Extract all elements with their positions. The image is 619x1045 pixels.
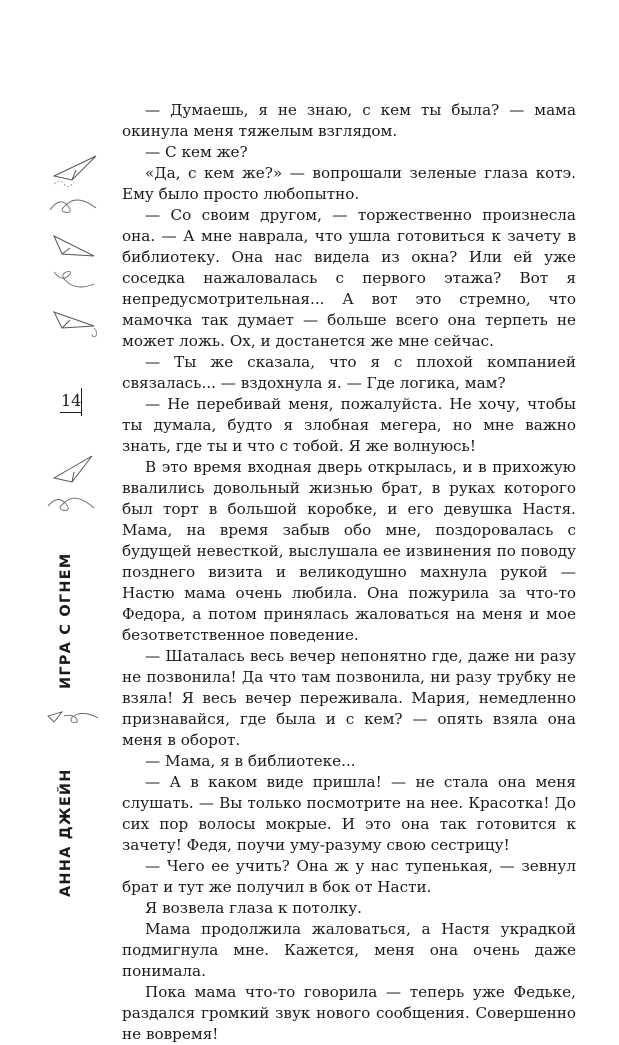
running-head-author: АННА ДЖЕЙН (58, 768, 74, 898)
loop-trail-icon (48, 190, 98, 220)
paragraph: — Ты же сказала, что я с плохой компанией связалась... — вздохнула я. — Где логика, мам? (122, 353, 576, 392)
running-head-title: ИГРА С ОГНЕМ (58, 552, 74, 690)
page-number-divider (81, 388, 82, 416)
loop-trail-icon (46, 488, 98, 518)
loop-trail-icon (46, 700, 102, 730)
paper-plane-icon (48, 228, 98, 268)
paragraph: — Думаешь, я не знаю, с кем ты была? — мама окинула меня тяжелым взглядом. (122, 101, 576, 140)
paragraph: — Со своим другом, — торжественно произнесла она. — А мне наврала, что ушла готовиться к зачету в библиотеку. Она нас видела из окна? Или ей уже соседка нажаловалась с первого этажа? Вот я непредусмотрительная... А вот это стремно, что мамочка так думает — больше всего она терпеть не может ложь. Ох, и достанется же мне сейчас. (122, 206, 576, 350)
paragraph: В это время входная дверь открылась, и в прихожую ввалились довольный жизнью брат, в руках которого был торт в большой коробке, и его девушка Настя. Мама, на время забыв обо мне, поздоровалась с будущей невесткой, выслушала ее извинения по поводу позднего визита и великодушно махнула рукой — Настю мама очень любила. Она пожурила за что-то Федора, а потом принялась жаловаться на меня и мое безответственное поведение. (122, 458, 576, 644)
paragraph: — Чего ее учить? Она ж у нас тупенькая, — зевнул брат и тут же получил в бок от Насти. (122, 857, 576, 896)
paragraph: — Мама, я в библиотеке... (145, 752, 356, 770)
paper-plane-icon (48, 450, 98, 486)
paragraph: Мама продолжила жаловаться, а Настя украдкой подмигнула мне. Кажется, меня она очень даже понимала. (122, 920, 576, 980)
loop-trail-icon (50, 266, 100, 296)
margin-decoration-column (0, 0, 112, 1000)
paragraph: Пока мама что-то говорила — теперь уже Федьке, раздался громкий звук нового сообщения. Совершенно не вовремя! (122, 983, 576, 1043)
paragraph: — С кем же? (145, 143, 248, 161)
paper-plane-icon (50, 150, 100, 190)
paper-plane-icon (50, 304, 102, 340)
body-text (122, 100, 576, 1045)
paragraph: — Шаталась весь вечер непонятно где, даже ни разу не позвонила! Да что там позвонила, ни разу трубку не взяла! Я весь вечер переживала. Мария, немедленно признавайся, где была и с кем? — опять взяла она меня в оборот. (122, 647, 576, 749)
paragraph: — Не перебивай меня, пожалуйста. Не хочу, чтобы ты думала, будто я злобная мегера, но мне важно знать, где ты и что с тобой. Я же волнуюсь! (122, 395, 576, 455)
paragraph: Я возвела глаза к потолку. (145, 899, 363, 917)
paragraph: «Да, с кем же?» — вопрошали зеленые глаза котэ. Ему было просто любопытно. (122, 164, 576, 203)
page-number: 14 (60, 392, 82, 413)
paragraph: — А в каком виде пришла! — не стала она меня слушать. — Вы только посмотрите на нее. Красотка! До сих пор волосы мокрые. И это она так готовится к зачету! Федя, поучи уму-разуму свою сестрицу! (122, 773, 576, 854)
